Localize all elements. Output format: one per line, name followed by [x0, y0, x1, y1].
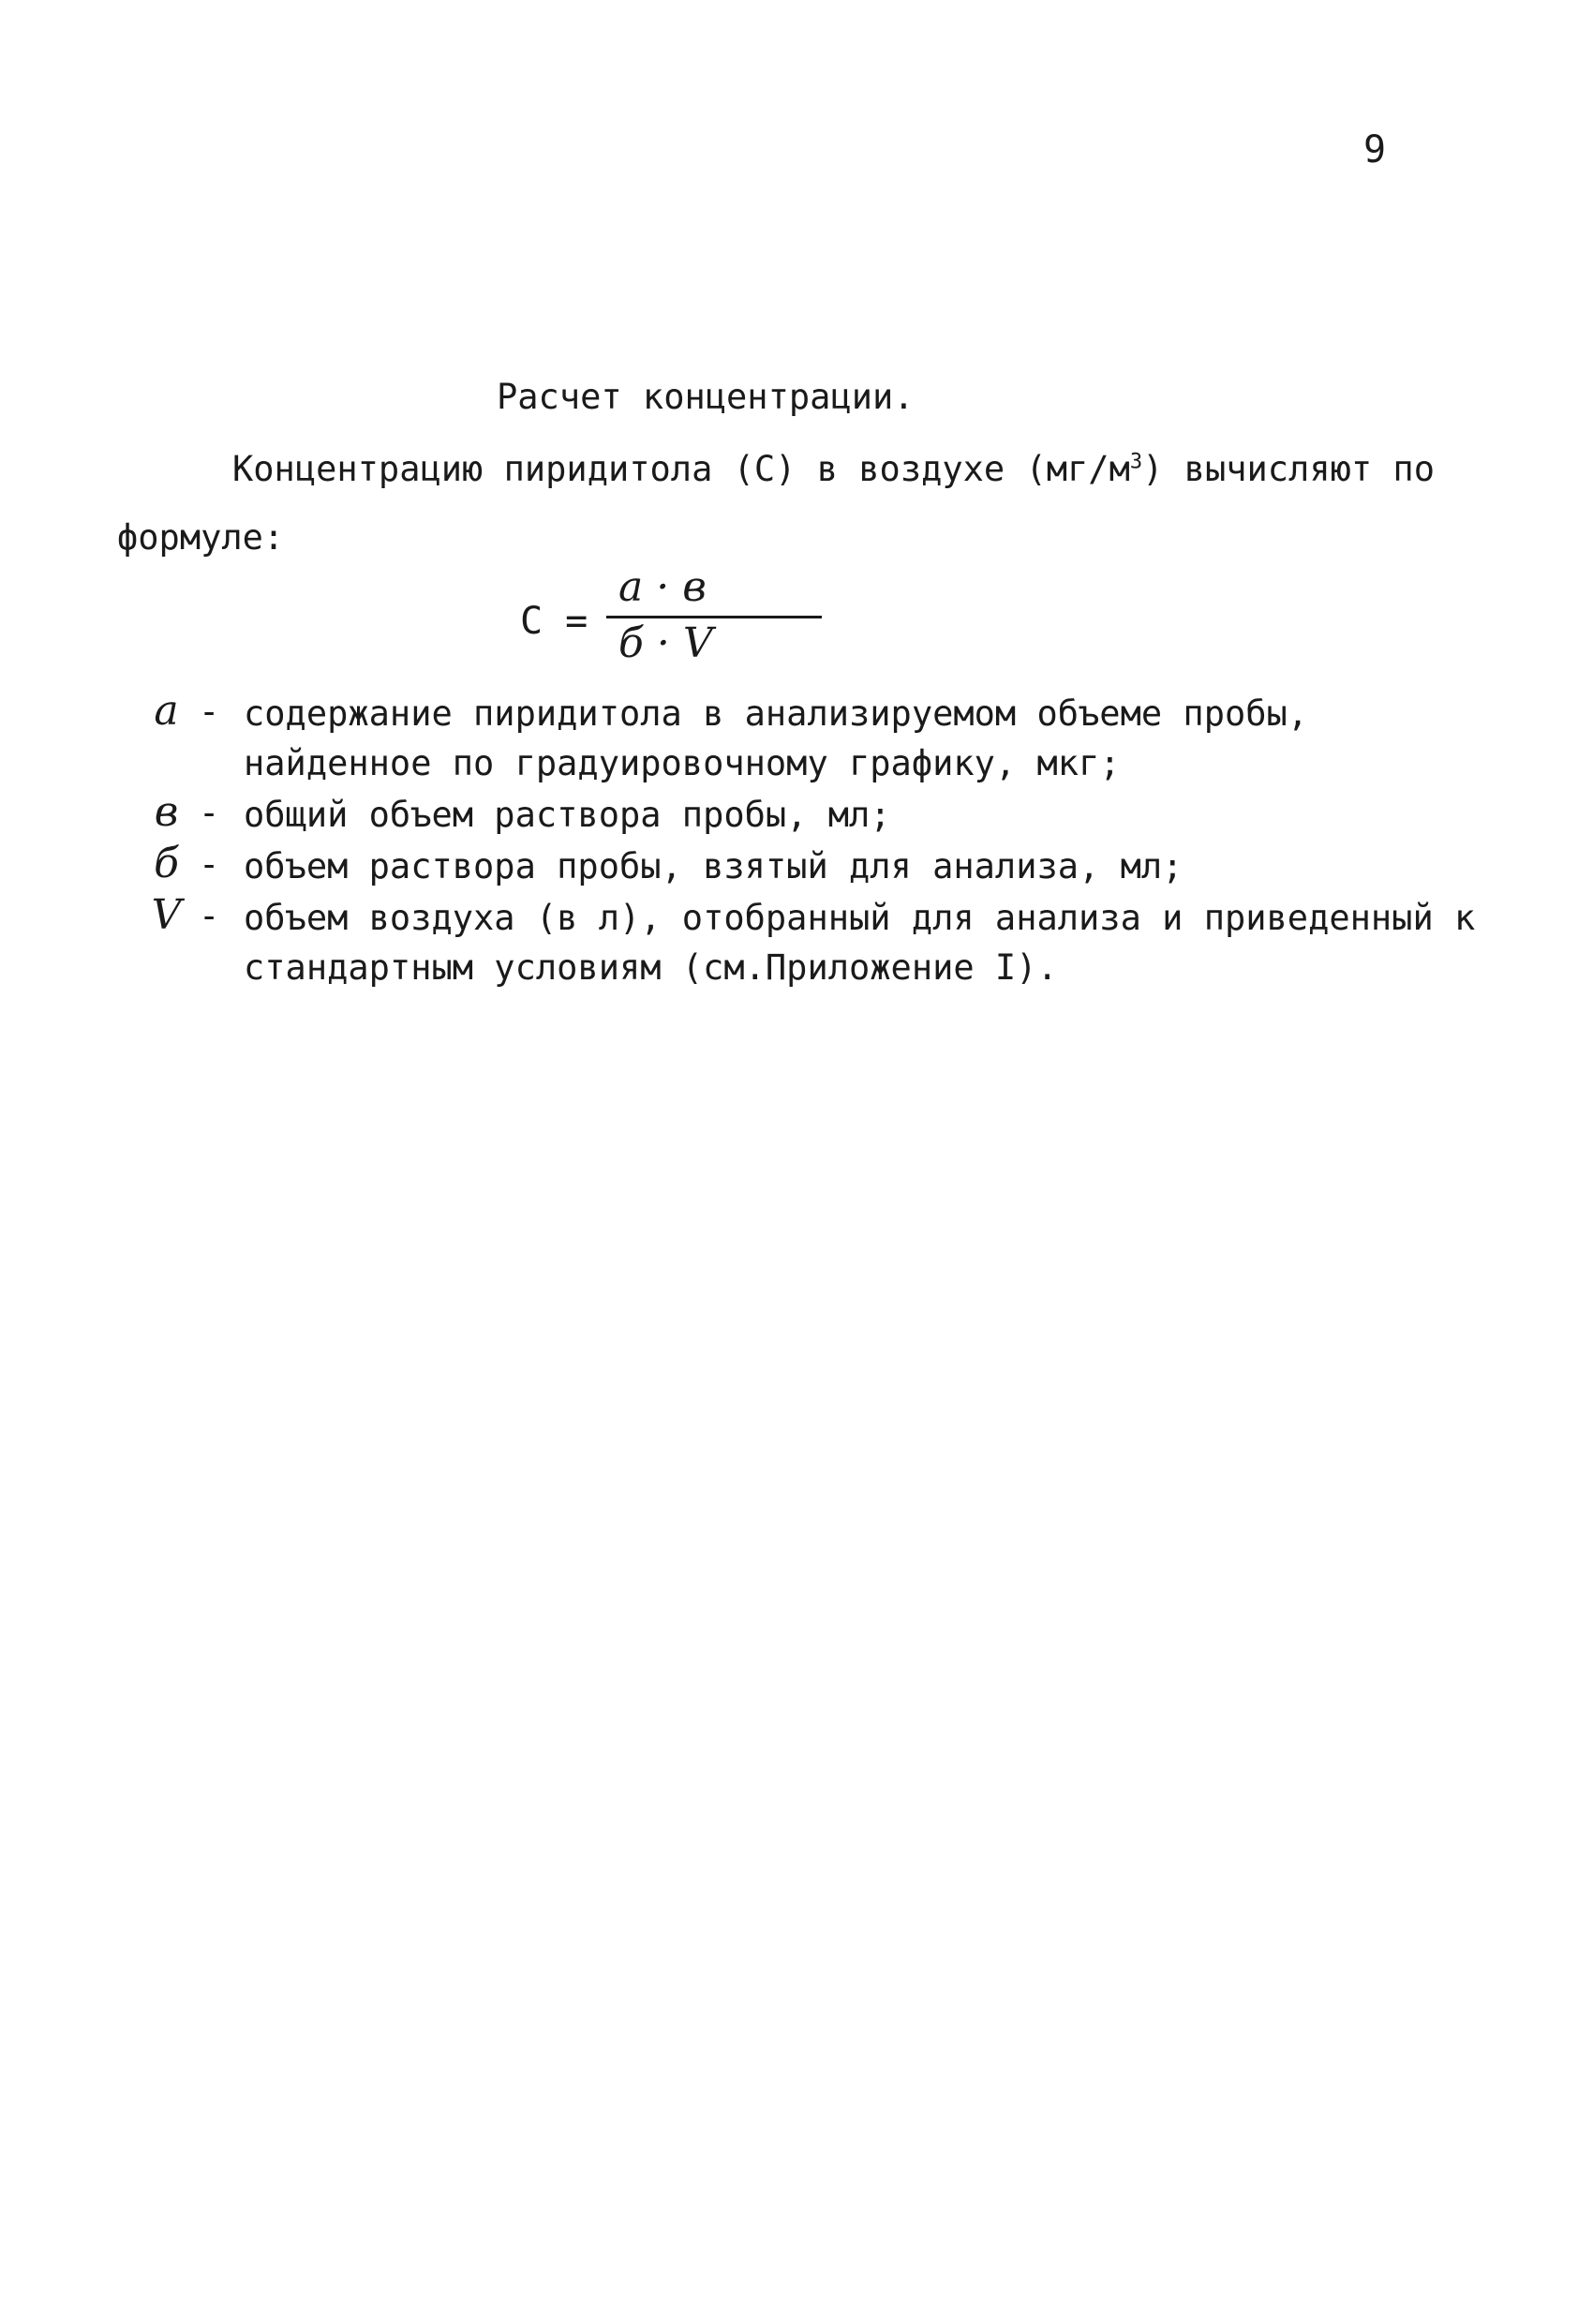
variable-definitions	[141, 689, 1499, 992]
definition-symbol: a	[154, 687, 179, 735]
definition-item	[141, 790, 1499, 840]
definition-item	[141, 893, 1499, 992]
section-title: Расчет концентрации.	[497, 377, 915, 417]
definition-dash: -	[199, 844, 220, 885]
fraction-bar	[606, 616, 822, 618]
definition-item	[141, 689, 1499, 788]
definition-symbol: V	[151, 891, 182, 939]
formula-denominator: б · V	[618, 619, 713, 667]
concentration-formula	[520, 563, 820, 679]
definition-item	[141, 842, 1499, 891]
definition-text: объем раствора пробы, взятый для анализа, мл;	[244, 846, 1184, 886]
intro-paragraph-line-2: формуле:	[117, 517, 285, 558]
definition-text: общий объем раствора пробы, мл;	[244, 795, 891, 835]
definition-symbol: в	[154, 788, 179, 836]
formula-numerator: a · в	[618, 563, 707, 611]
definition-dash: -	[199, 896, 220, 936]
definition-dash: -	[199, 692, 220, 732]
intro-text: Концентрацию пиридитола (С) в воздухе (мг/м	[232, 449, 1130, 489]
definition-symbol: б	[154, 840, 179, 887]
intro-text-continued: ) вычисляют по	[1142, 449, 1435, 489]
definition-text: объем воздуха (в л), отобранный для анализа и приведенный к стандартным условиям (см.Приложение I).	[244, 898, 1476, 988]
definition-dash: -	[199, 793, 220, 833]
formula-lhs: С =	[520, 600, 588, 643]
definition-text: содержание пиридитола в анализируемом объеме пробы, найденное по градуировочному графику, мкг;	[244, 693, 1309, 783]
page-number: 9	[1363, 128, 1387, 171]
unit-superscript: 3	[1129, 450, 1143, 474]
intro-paragraph-line-1	[232, 449, 1435, 489]
